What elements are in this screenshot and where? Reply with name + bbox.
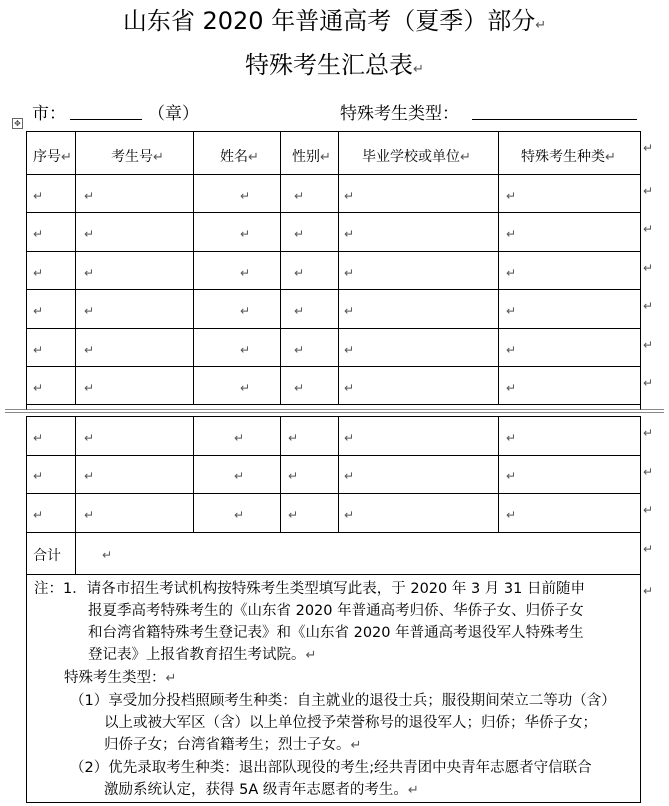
row-end-mark: ↵ [643,376,654,390]
table-cell-mark[interactable]: ↵ [294,304,305,318]
table-cell-mark[interactable]: ↵ [344,189,355,203]
total-cell-mark[interactable]: ↵ [102,548,113,562]
table-cell-mark[interactable]: ↵ [240,189,251,203]
col-header-name: 姓名↵ [220,149,259,165]
type-label: 特殊考生类型： [340,104,459,124]
row-end-mark: ↵ [643,584,654,598]
table-cell-mark[interactable]: ↵ [234,469,245,483]
document-title-line2: 特殊考生汇总表↵ [245,51,424,79]
table-cell-mark[interactable]: ↵ [288,431,299,445]
table-cell-mark[interactable]: ↵ [506,431,517,445]
row-end-mark: ↵ [643,338,654,352]
col-header-category: 特殊考生种类↵ [521,149,616,165]
table-cell-mark[interactable]: ↵ [84,304,95,318]
seal-label: （章） [148,104,199,124]
table-cell-mark[interactable]: ↵ [288,469,299,483]
table-move-handle-icon[interactable]: ✥ [12,118,23,129]
table-cell-mark[interactable]: ↵ [240,381,251,395]
table-cell-mark[interactable]: ↵ [344,431,355,445]
type-1-line3: 归侨子女；台湾省籍考生；烈士子女。↵ [104,737,362,753]
table-cell-mark[interactable]: ↵ [33,469,44,483]
table-cell-mark[interactable]: ↵ [84,508,95,522]
row-end-mark: ↵ [643,141,654,155]
table-cell-mark[interactable]: ↵ [33,266,44,280]
table-cell-mark[interactable]: ↵ [84,343,95,357]
table-cell-mark[interactable]: ↵ [33,304,44,318]
note-1-line1: 注：1．请各市招生考试机构按特殊考生类型填写此表，于 2020 年 3 月 31 日前随申 [34,581,585,597]
table-cell-mark[interactable]: ↵ [234,431,245,445]
table-cell-mark[interactable]: ↵ [506,266,517,280]
table-cell-mark[interactable]: ↵ [240,304,251,318]
table-cell-mark[interactable]: ↵ [506,227,517,241]
row-end-mark: ↵ [643,465,654,479]
table-cell-mark[interactable]: ↵ [294,189,305,203]
table-cell-mark[interactable]: ↵ [506,343,517,357]
table-cell-mark[interactable]: ↵ [288,508,299,522]
table-cell-mark[interactable]: ↵ [84,381,95,395]
table-cell-mark[interactable]: ↵ [344,508,355,522]
note-1-line4: 登记表》上报省教育招生考试院。↵ [88,647,317,663]
table-cell-mark[interactable]: ↵ [344,343,355,357]
table-cell-mark[interactable]: ↵ [506,469,517,483]
table-cell-mark[interactable]: ↵ [84,189,95,203]
table-cell-mark[interactable]: ↵ [344,381,355,395]
table-cell-mark[interactable]: ↵ [84,469,95,483]
total-label: 合计 [33,548,61,564]
notes-section [34,578,634,802]
table-cell-mark[interactable]: ↵ [294,227,305,241]
table-cell-mark[interactable]: ↵ [33,381,44,395]
table-cell-mark[interactable]: ↵ [294,343,305,357]
col-header-seq: 序号↵ [33,149,72,165]
table-cell-mark[interactable]: ↵ [240,227,251,241]
document-title-line1: 山东省 2020 年普通高考（夏季）部分↵ [122,7,547,35]
table-cell-mark[interactable]: ↵ [344,266,355,280]
row-end-mark: ↵ [643,503,654,517]
note-1-line2: 报夏季高考特殊考生的《山东省 2020 年普通高考归侨、华侨子女、归侨子女 [88,603,584,619]
table-cell-mark[interactable]: ↵ [33,343,44,357]
table-cell-mark[interactable]: ↵ [506,381,517,395]
table-cell-mark[interactable]: ↵ [506,508,517,522]
type-1-line1: （1）享受加分投档照顾考生种类：自主就业的退役士兵；服役期间荣立二等功（含） [70,693,616,709]
col-header-school: 毕业学校或单位↵ [362,149,471,165]
table-cell-mark[interactable]: ↵ [33,189,44,203]
table-cell-mark[interactable]: ↵ [234,508,245,522]
row-end-mark: ↵ [643,222,654,236]
row-end-mark: ↵ [643,299,654,313]
table-cell-mark[interactable]: ↵ [84,227,95,241]
table-cell-mark[interactable]: ↵ [84,431,95,445]
table-cell-mark[interactable]: ↵ [344,469,355,483]
table-cell-mark[interactable]: ↵ [33,431,44,445]
table-cell-mark[interactable]: ↵ [33,227,44,241]
table-cell-mark[interactable]: ↵ [344,304,355,318]
type-1-line2: 以上或被大军区（含）以上单位授予荣誉称号的退役军人；归侨；华侨子女； [104,715,597,731]
col-header-exam-no: 考生号↵ [111,149,164,165]
table-cell-mark[interactable]: ↵ [294,381,305,395]
types-label: 特殊考生类型：↵ [64,670,177,686]
table-cell-mark[interactable]: ↵ [506,304,517,318]
table-cell-mark[interactable]: ↵ [240,266,251,280]
row-end-mark: ↵ [643,184,654,198]
col-header-gender: 性别↵ [292,149,331,165]
table-cell-mark[interactable]: ↵ [240,343,251,357]
note-1-line3: 和台湾省籍特殊考生登记表》和《山东省 2020 年普通高考退役军人特殊考生 [88,625,584,641]
table-cell-mark[interactable]: ↵ [33,508,44,522]
table-cell-mark[interactable]: ↵ [84,266,95,280]
row-end-mark: ↵ [643,542,654,556]
type-2-line2: 激励系统认定，获得 5A 级青年志愿者的考生。↵ [104,782,419,798]
table-cell-mark[interactable]: ↵ [506,189,517,203]
city-label: 市： [32,104,66,124]
table-cell-mark[interactable]: ↵ [344,227,355,241]
row-end-mark: ↵ [643,261,654,275]
table-cell-mark[interactable]: ↵ [294,266,305,280]
row-end-mark: ↵ [643,426,654,440]
type-2-line1: （2）优先录取考生种类：退出部队现役的考生;经共青团中央青年志愿者守信联合 [70,760,592,776]
